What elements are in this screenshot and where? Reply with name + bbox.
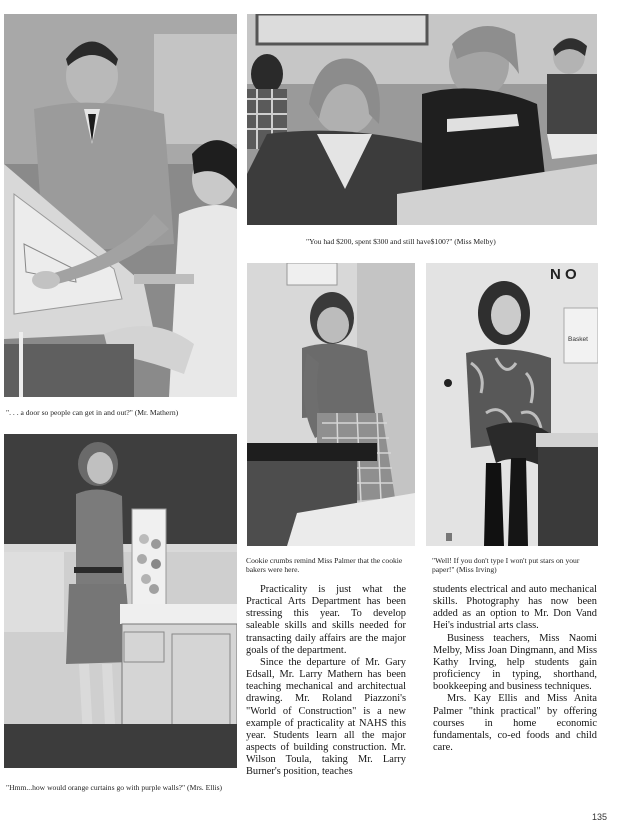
article-paragraph: students electrical and auto mechanical skills. Photography has now been added as an option to Mr. Don Vand Hei's industrial arts class.	[433, 584, 597, 632]
photo-mrs-ellis	[4, 434, 237, 768]
caption-drafting: ". . . a door so people can get in and out?" (Mr. Mathern)	[6, 408, 179, 417]
caption-money: "You had $200, spent $300 and still have$100?" (Miss Melby)	[306, 237, 496, 246]
photo-miss-palmer	[247, 263, 415, 546]
wall-letters: N O	[550, 266, 577, 283]
photo-drafting-class	[4, 14, 237, 397]
poster-word: Basket	[568, 336, 588, 343]
article-paragraph: Business teachers, Miss Naomi Melby, Miss Joan Dingmann, and Miss Kathy Irving, help students gain proficiency in typing, shorthand, bookkeeping and business techniques.	[433, 632, 597, 693]
article-paragraph: Mrs. Kay Ellis and Miss Anita Palmer "think practical" by offering courses in home economic fundamentals, co-ed foods and child care.	[433, 693, 597, 754]
caption-cookie: Cookie crumbs remind Miss Palmer that the cookie bakers were here.	[246, 556, 403, 574]
photo-business-students	[247, 14, 597, 225]
caption-stars: "Well! If you don't type I won't put stars on your paper!" (Miss Irving)	[432, 556, 580, 574]
article-column-1	[246, 584, 406, 779]
article-paragraph: Practicality is just what the Practical Arts Department has been stressing this year. To develop saleable skills and skills needed for transacting daily affairs are the major goals of the department.	[246, 584, 406, 656]
page-number: 135	[591, 812, 607, 822]
article-column-2	[433, 584, 597, 754]
caption-curtains: "Hmm...how would orange curtains go with purple walls?" (Mrs. Ellis)	[6, 783, 223, 792]
article-paragraph: Since the departure of Mr. Gary Edsall, Mr. Larry Mathern has been teaching mechanical and architectual drawing. Mr. Roland Piazzoni's "World of Construction" is a new example of practicality at NAHS this year. Students learn all the major aspects of building construction. Mr. Wilson Toula, taking Mr. Larry Burner's position, teaches	[246, 656, 406, 778]
photo-miss-irving	[426, 263, 598, 546]
